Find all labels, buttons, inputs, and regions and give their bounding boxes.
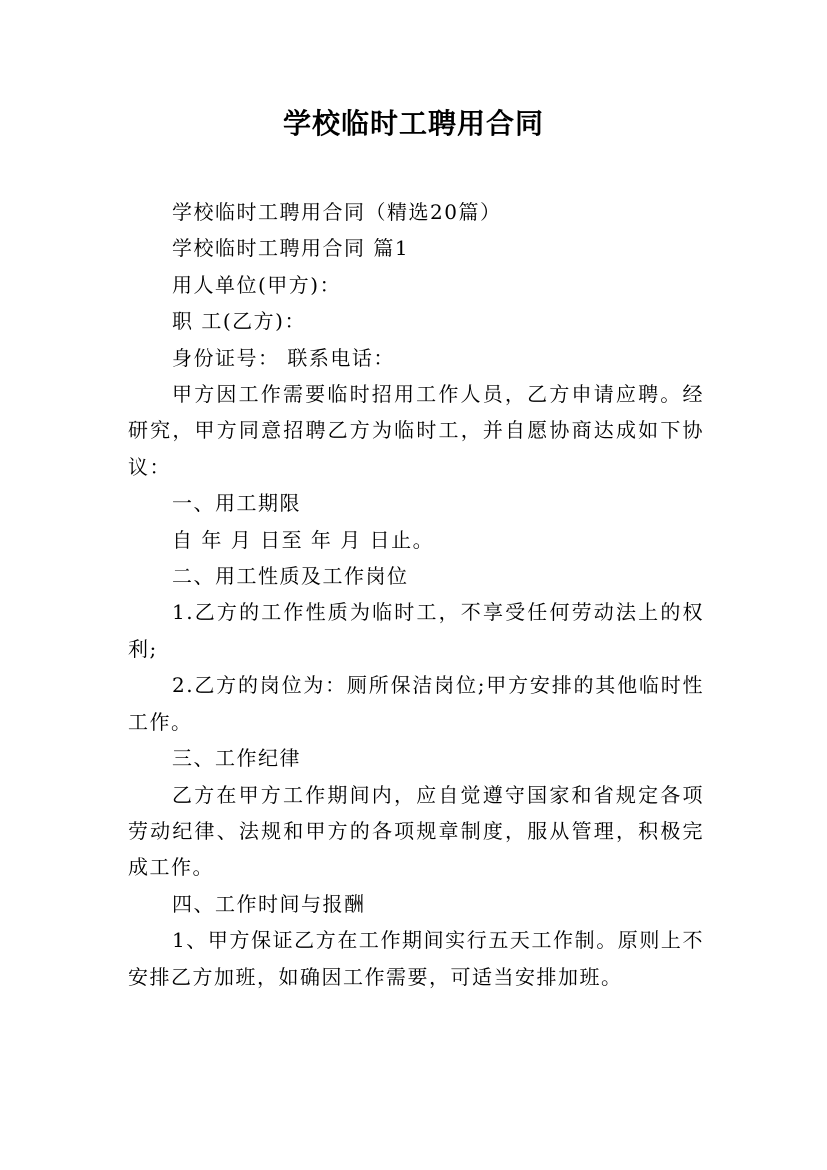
paragraph: 职 工(乙方)： [172, 309, 306, 334]
paragraph: 学校临时工聘用合同 篇1 [172, 236, 410, 261]
document-title: 学校临时工聘用合同 [282, 107, 544, 140]
document-body [128, 194, 704, 995]
paragraph: 用人单位(甲方)： [172, 272, 342, 297]
paragraph: 四、工作时间与报酬 [172, 891, 366, 916]
paragraph: 二、用工性质及工作岗位 [172, 564, 409, 589]
paragraph: 2.乙方的岗位为：厕所保洁岗位;甲方安排的其他临时性工作。 [128, 673, 704, 734]
paragraph: 学校临时工聘用合同（精选20篇） [172, 200, 502, 224]
paragraph: 三、工作纪律 [172, 746, 301, 771]
paragraph: 乙方在甲方工作期间内，应自觉遵守国家和省规定各项劳动纪律、法规和甲方的各项规章制度，服从管理，积极完成工作。 [128, 782, 704, 880]
paragraph: 1、甲方保证乙方在工作期间实行五天工作制。原则上不安排乙方加班，如确因工作需要，可适当安排加班。 [128, 928, 704, 989]
paragraph: 自 年 月 日至 年 月 日止。 [172, 527, 435, 552]
paragraph: 甲方因工作需要临时招用工作人员，乙方申请应聘。经研究，甲方同意招聘乙方为临时工，并自愿协商达成如下协议： [128, 382, 704, 479]
paragraph: 1.乙方的工作性质为临时工，不享受任何劳动法上的权利; [128, 600, 704, 661]
paragraph: 一、用工期限 [172, 491, 301, 516]
paragraph: 身份证号： 联系电话： [172, 345, 395, 370]
